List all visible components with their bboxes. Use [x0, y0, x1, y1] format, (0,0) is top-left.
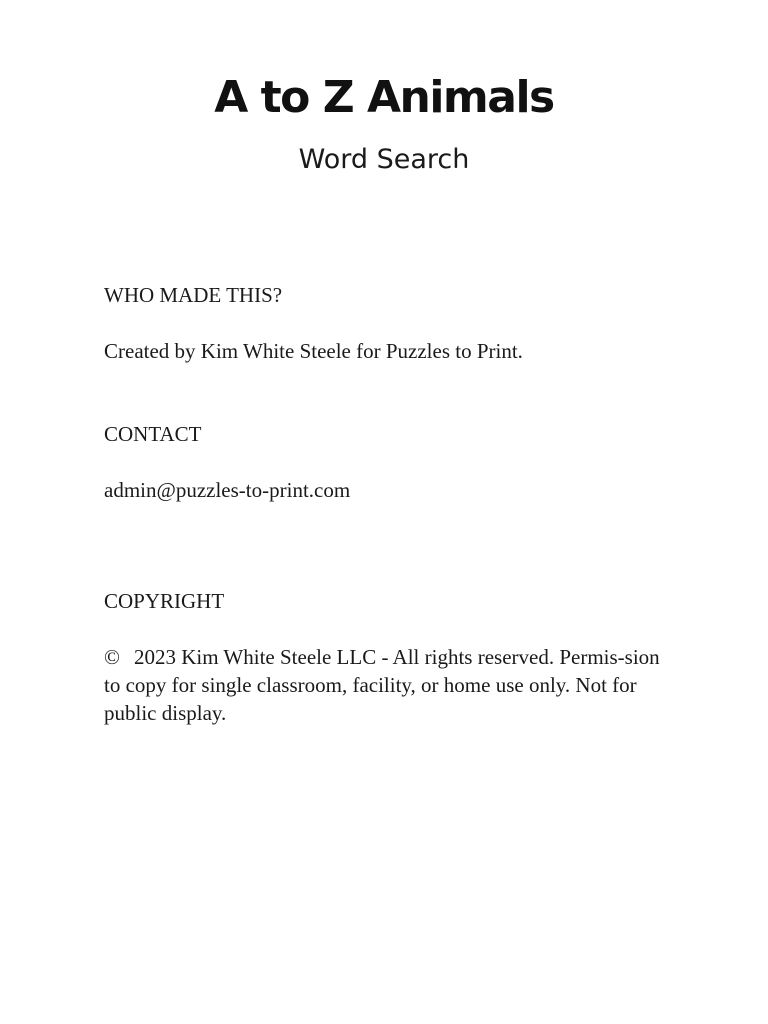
copyright-text: 2023 Kim White Steele LLC - All rights reserved. Permis-sion to copy for single classroom, facility, or home use only. Not for public display. — [104, 645, 660, 725]
copyright-symbol: © — [104, 645, 120, 669]
copyright-heading: COPYRIGHT — [104, 589, 225, 613]
contact-email: admin@puzzles-to-print.com — [104, 478, 351, 502]
page-title: A to Z Animals — [214, 72, 554, 123]
contact-heading: CONTACT — [104, 422, 202, 446]
who-text: Created by Kim White Steele for Puzzles to Print. — [104, 339, 523, 363]
page-subtitle: Word Search — [298, 144, 470, 175]
who-heading: WHO MADE THIS? — [104, 283, 283, 307]
copyright-paragraph — [104, 643, 664, 727]
